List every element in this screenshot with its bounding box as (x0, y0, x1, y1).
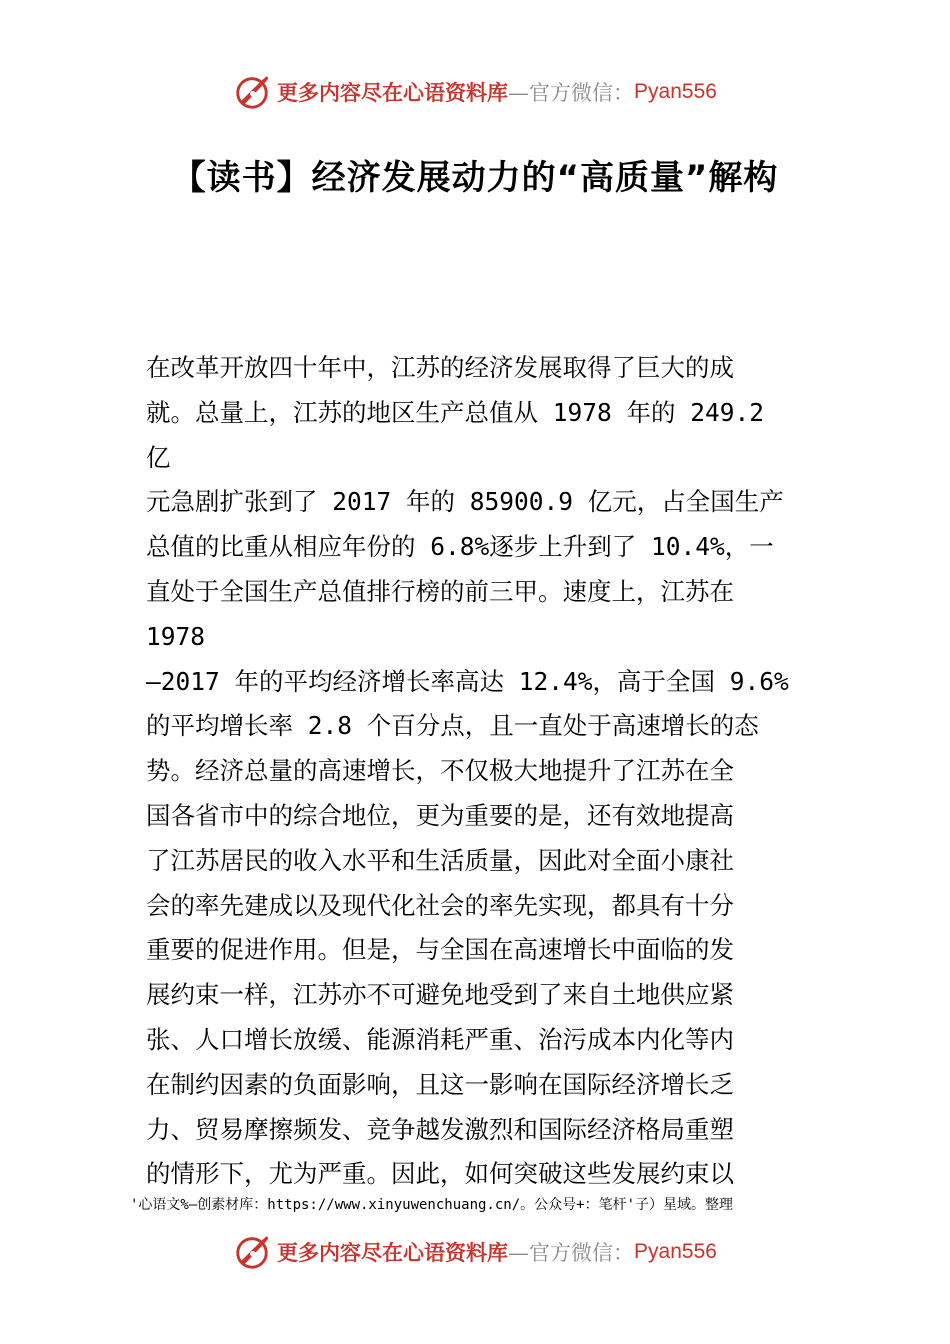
body-line: 直处于全国生产总值排行榜的前三甲。速度上，江苏在 (146, 576, 734, 606)
body-line: 力、贸易摩擦频发、竞争越发激烈和国际经济格局重塑 (146, 1114, 734, 1144)
body-line: 总值的比重从相应年份的 6.8%逐步上升到了 10.4%，一 (146, 532, 774, 562)
banner-main-text: 更多内容尽在心语资料库 (277, 80, 509, 105)
body-line: 的平均增长率 2.8 个百分点，且一直处于高速增长的态 (146, 711, 759, 741)
body-line: 会的率先建成以及现代化社会的率先实现，都具有十分 (146, 890, 734, 920)
body-line: 势。经济总量的高速增长，不仅极大地提升了江苏在全 (146, 756, 734, 786)
body-line: 展约束一样，江苏亦不可避免地受到了来自土地供应紧 (146, 980, 734, 1010)
footer-source-note: '心语文%—创素材库：https://www.xinyuwenchuang.cn/。公众号+：笔杆'子）星域。整理 (130, 1197, 734, 1213)
body-line: 在制约因素的负面影响，且这一影响在国际经济增长乏 (146, 1069, 734, 1099)
banner-wechat-id: Pyan556 (634, 80, 717, 103)
banner-main-text: 更多内容尽在心语资料库 (277, 1240, 509, 1265)
header-banner (0, 70, 950, 114)
quill-seal-logo-icon (233, 73, 271, 111)
footer-banner (0, 1230, 950, 1274)
banner-separator-text: —官方微信： (508, 1241, 635, 1265)
body-line: 在改革开放四十年中，江苏的经济发展取得了巨大的成 (146, 353, 734, 382)
banner-wechat-id: Pyan556 (634, 1240, 717, 1263)
body-line: 亿 (146, 442, 171, 472)
document-body (146, 346, 812, 1197)
body-line: 国各省市中的综合地位，更为重要的是，还有效地提高 (146, 800, 734, 830)
body-line: 就。总量上，江苏的地区生产总值从 1978 年的 249.2 (146, 397, 765, 427)
body-line: —2017 年的平均经济增长率高达 12.4%，高于全国 9.6% (146, 666, 789, 696)
body-line: 张、人口增长放缓、能源消耗严重、治污成本内化等内 (146, 1024, 734, 1054)
banner-separator-text: —官方微信： (508, 81, 635, 105)
document-title: 【读书】经济发展动力的“高质量”解构 (171, 158, 779, 198)
body-line: 重要的促进作用。但是，与全国在高速增长中面临的发 (146, 935, 734, 965)
body-line: 了江苏居民的收入水平和生活质量，因此对全面小康社 (146, 845, 734, 875)
body-line: 1978 (146, 621, 206, 651)
quill-seal-logo-icon (233, 1233, 271, 1271)
body-line: 元急剧扩张到了 2017 年的 85900.9 亿元，占全国生产 (146, 487, 784, 517)
body-line: 的情形下，尤为严重。因此，如何突破这些发展约束以 (146, 1159, 734, 1189)
